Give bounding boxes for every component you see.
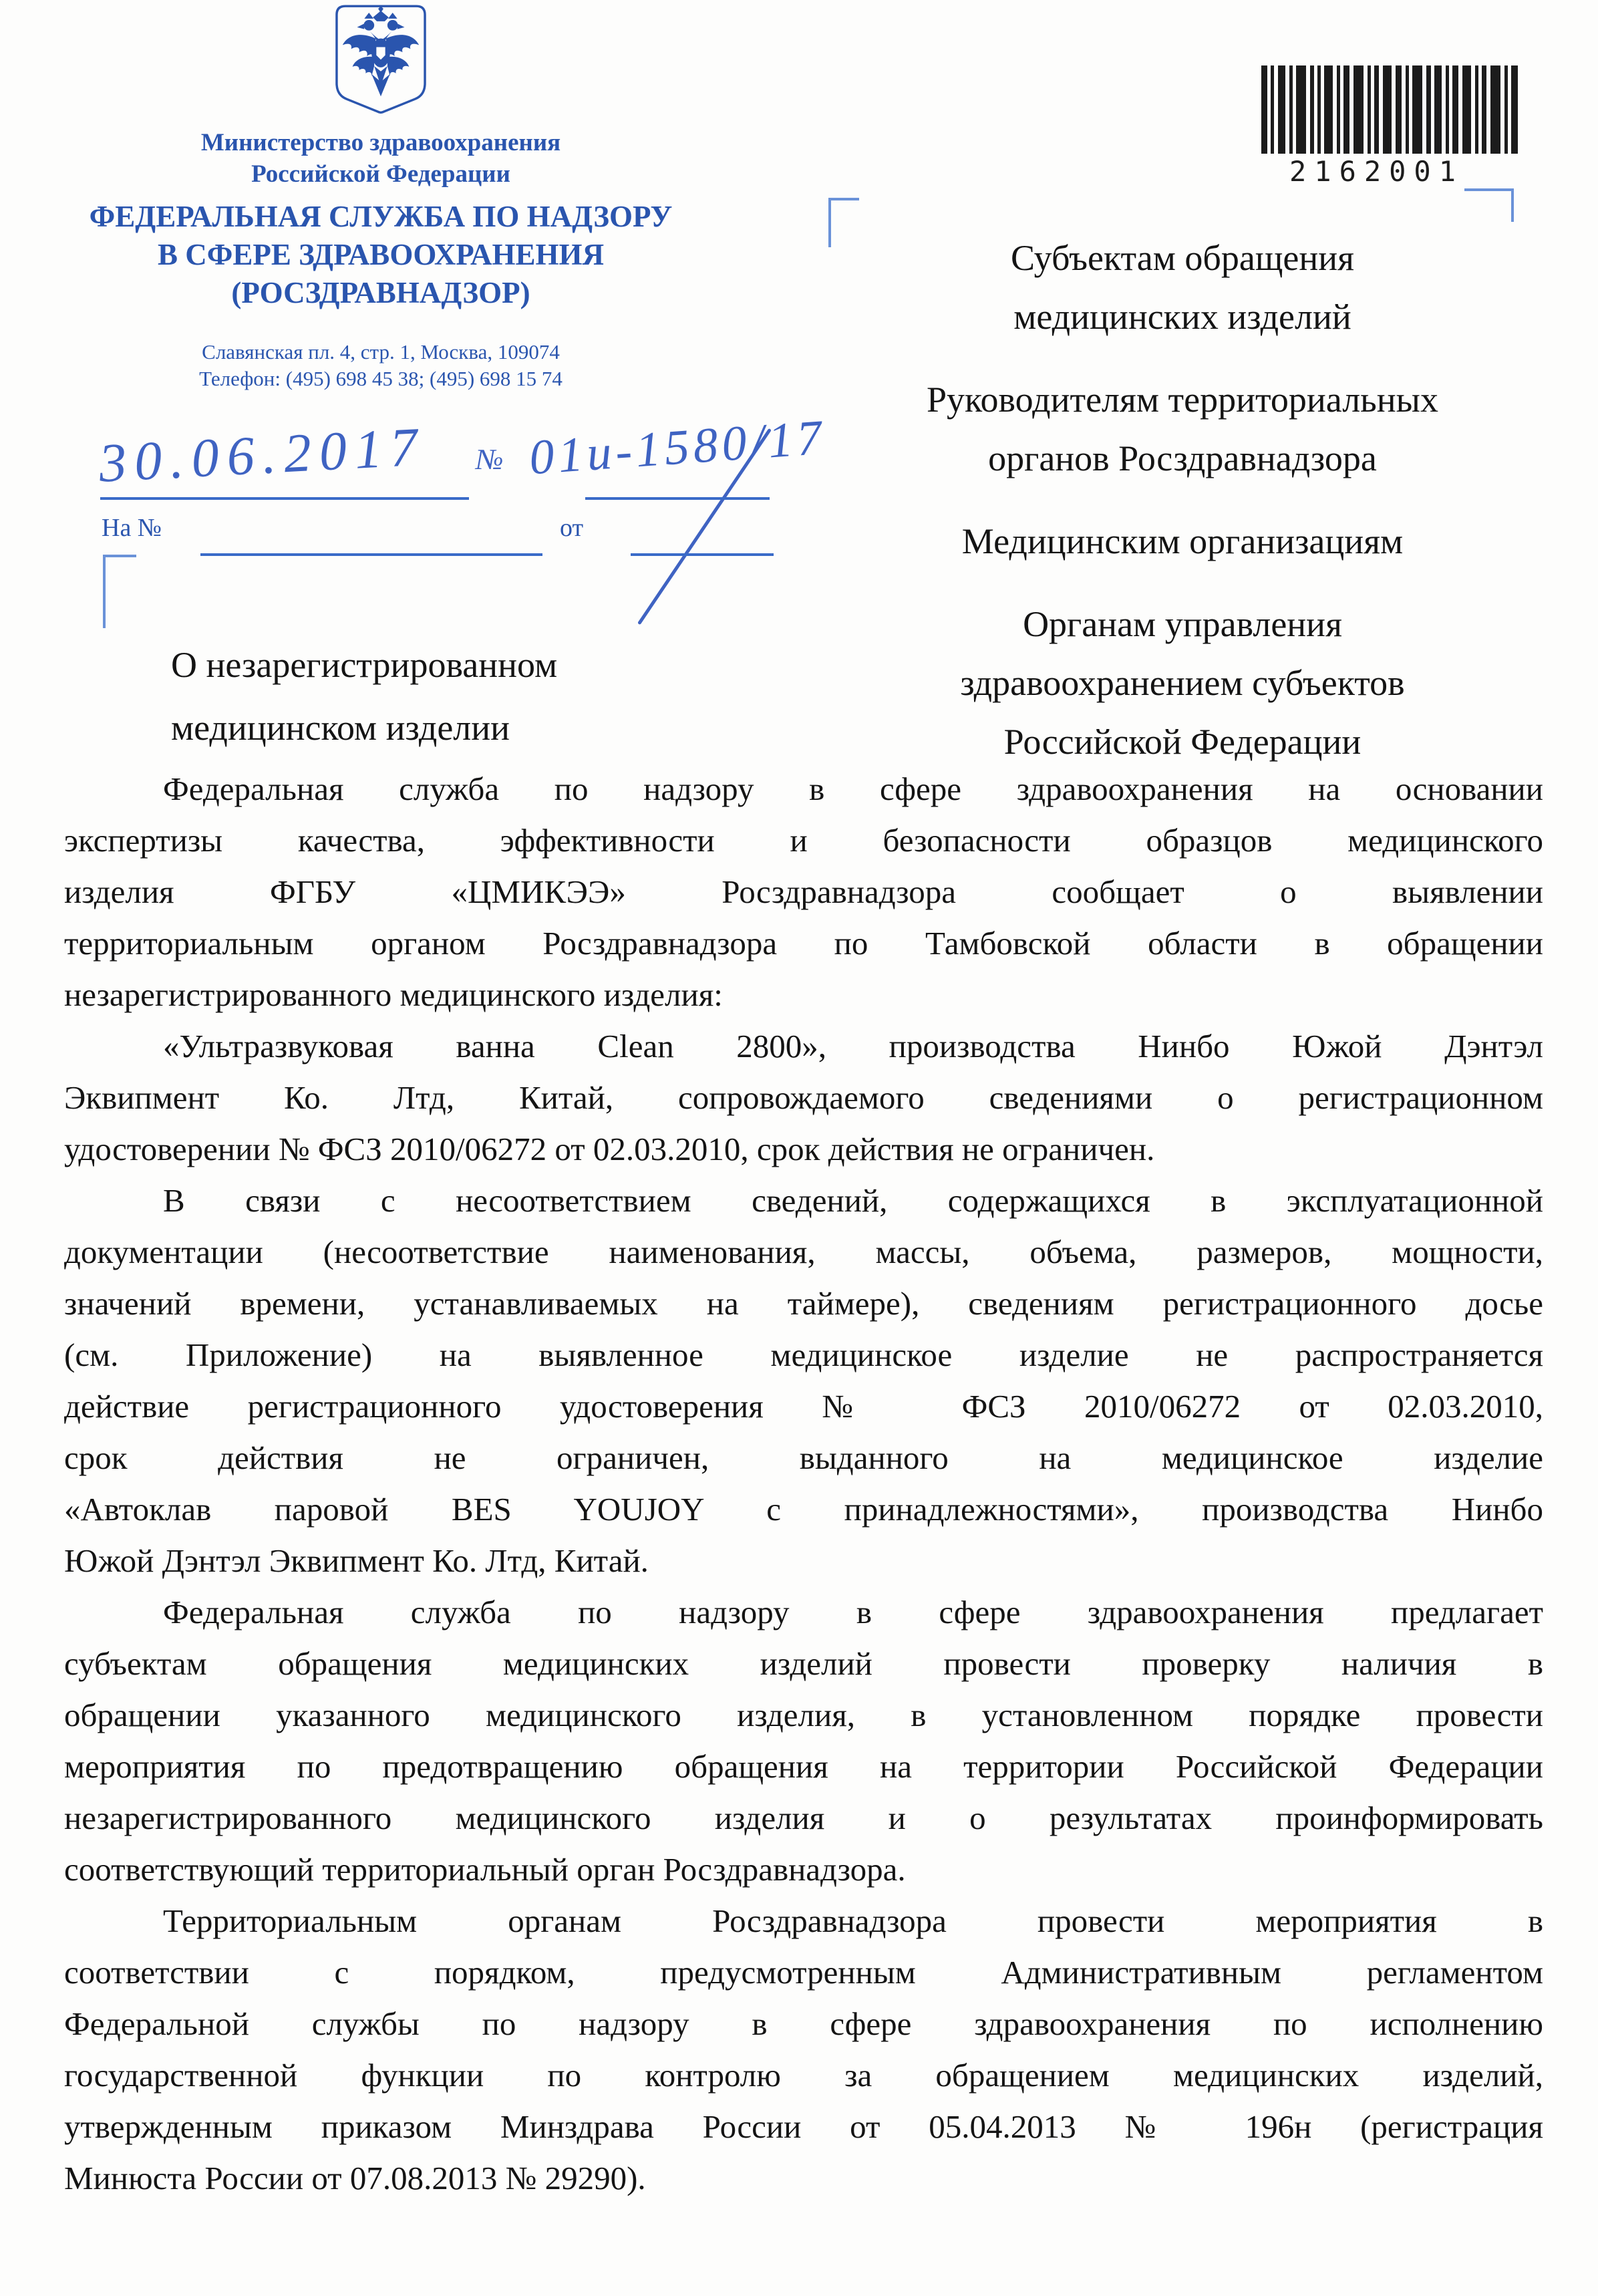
service-line-2: В СФЕРЕ ЗДРАВООХРАНЕНИЯ [157,238,605,271]
coat-of-arms-icon [57,4,704,122]
addressee-line: органов Росздравнадзора [988,438,1377,478]
addressee-line: здравоохранением субъектов [960,663,1405,703]
letter-body [64,763,1543,2204]
letterhead-address: Славянская пл. 4, стр. 1, Москва, 109074 [202,340,560,364]
body-line: Федеральная служба по надзору в сфере здравоохранения на основании [163,770,1543,807]
addressee-block [843,229,1522,771]
letterhead [57,4,704,392]
reply-date-label: от [560,514,584,542]
subject-line-1: О незарегистрированном [171,645,558,685]
corner-mark-subject-left [103,555,136,628]
addressee-line: Российской Федерации [1003,722,1362,762]
body-line: «Автоклав паровой BES YOUJOY с принадлежностями», производства Нинбо [64,1491,1543,1528]
ministry-line-2: Российской Федерации [251,160,510,188]
addressee-subjects [843,229,1522,346]
body-line: незарегистрированного медицинского изделия: [64,976,723,1013]
service-line-3: (РОСЗДРАВНАДЗОР) [231,276,530,309]
service-name [57,198,704,312]
addressee-territorial-heads [843,370,1522,488]
reply-number-blank-line [200,553,542,556]
body-line: Федеральной службы по надзору в сфере здравоохранения по исполнению [64,2005,1543,2042]
body-line: мероприятия по предотвращению обращения на территории Российской Федерации [64,1748,1543,1785]
addressee-line: Медицинским организациям [961,521,1404,561]
body-line: обращении указанного медицинского изделия, в установленном порядке провести [64,1697,1543,1733]
body-line: «Ультразвуковая ванна Clean 2800», производства Нинбо Южой Дэнтэл [163,1028,1543,1064]
body-line: субъектам обращения медицинских изделий провести проверку наличия в [64,1645,1543,1682]
addressee-line: медицинских изделий [1013,297,1351,337]
letterhead-phone: Телефон: (495) 698 45 38; (495) 698 15 74 [199,367,563,390]
body-line: соответствии с порядком, предусмотренным Административным регламентом [64,1954,1543,1991]
body-line: Территориальным органам Росздравнадзора провести мероприятия в [163,1902,1543,1939]
body-line: (см. Приложение) на выявленное медицинское изделие не распространяется [64,1336,1543,1373]
handwritten-date: 30.06.2017 [97,416,428,494]
body-line: государственной функции по контролю за обращением медицинских изделий, [64,2057,1543,2094]
body-line: В связи с несоответствием сведений, содержащихся в эксплуатационной [163,1182,1543,1219]
reply-number-label: На № [102,514,162,542]
addressee-line: Руководителям территориальных [927,380,1438,420]
addressee-line: Органам управления [1023,604,1342,644]
body-line: срок действия не ограничен, выданного на медицинское изделие [64,1439,1543,1476]
reply-date-blank-line [631,553,774,556]
barcode-number: 2162001 [1289,155,1464,188]
number-blank-line [585,497,770,500]
number-sign: № [476,443,504,476]
service-line-1: ФЕДЕРАЛЬНАЯ СЛУЖБА ПО НАДЗОРУ [89,200,673,233]
body-line: соответствующий территориальный орган Росздравнадзора. [64,1851,906,1888]
ministry-line-1: Министерство здравоохранения [200,129,561,156]
body-line: удостоверении № ФСЗ 2010/06272 от 02.03.2010, срок действия не ограничен. [64,1131,1155,1167]
body-line: значений времени, устанавливаемых на таймере), сведениям регистрационного досье [64,1285,1543,1322]
body-line: утвержденным приказом Минздрава России от 05.04.2013 № 196н (регистрация [64,2108,1543,2145]
date-blank-line [100,497,469,500]
ministry-name [57,127,704,190]
body-line: незарегистрированного медицинского изделия и о результатах проинформировать [64,1800,1543,1836]
barcode-bars [1261,65,1518,154]
body-line: Федеральная служба по надзору в сфере здравоохранения предлагает [163,1594,1543,1630]
body-line: Южой Дэнтэл Эквипмент Ко. Лтд, Китай. [64,1542,649,1579]
body-line: экспертизы качества, эффективности и безопасности образцов медицинского [64,822,1543,859]
barcode [1261,65,1518,188]
addressee-medical-organizations [843,512,1522,571]
addressee-health-authorities [843,595,1522,771]
addressee-line: Субъектам обращения [1010,238,1355,278]
corner-mark-addressee-right [1464,188,1514,222]
subject-line-2: медицинском изделии [171,708,510,748]
subject-line [171,633,705,759]
body-line: Минюста России от 07.08.2013 № 29290). [64,2160,646,2196]
body-line: документации (несоответствие наименования, массы, объема, размеров, мощности, [64,1234,1543,1270]
letterhead-contact [57,339,704,392]
body-line: действие регистрационного удостоверения № ФСЗ 2010/06272 от 02.03.2010, [64,1388,1543,1425]
body-line: территориальным органом Росздравнадзора по Тамбовской области в обращении [64,925,1543,962]
handwritten-number: 01и-1580/17 [527,410,828,486]
body-line: Эквипмент Ко. Лтд, Китай, сопровождаемого сведениями о регистрационном [64,1079,1543,1116]
body-line: изделия ФГБУ «ЦМИКЭЭ» Росздравнадзора сообщает о выявлении [64,873,1543,910]
